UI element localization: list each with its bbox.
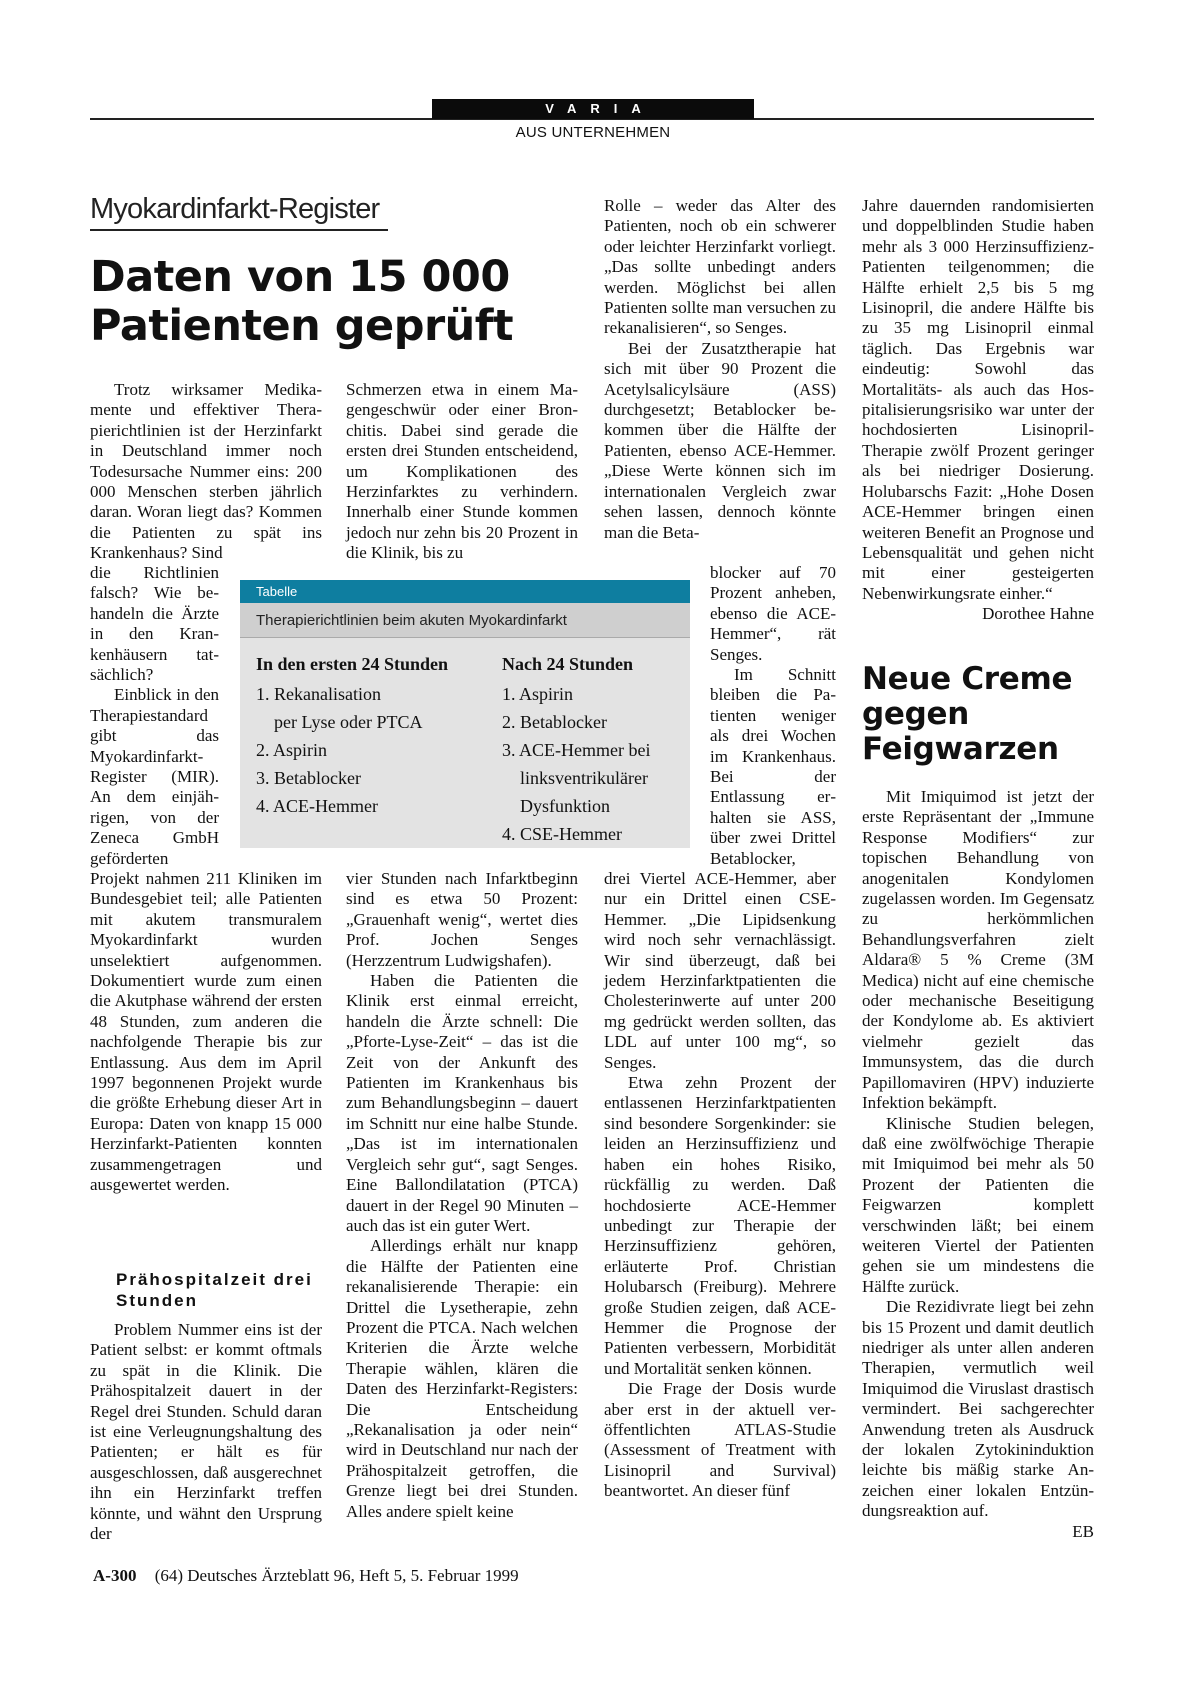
article2-body: [862, 787, 1094, 1542]
col1-after-subhead: [90, 1320, 322, 1544]
col3-bottom: [604, 869, 836, 1502]
page-number: A-300: [93, 1566, 137, 1585]
paragraph: Bei der Zusatztherapie hat sich mit über 90 Prozent die Acetylsalicylsäure (ASS) durchgesetzt; Betablocker bekommen über die Hälfte der Patienten, ebenso ACE-Hemmer. „Diese Werte können sich im internationalen Vergleich zwar sehen lassen, dennoch könnte man die Beta-: [604, 338, 836, 542]
paragraph: Allerdings erhält nur knapp die Hälfte der Patienten eine rekanalisierende Therapie: ein Drittel die Lysetherapie, zehn Prozent die PTCA. Nach welchen Kriterien die Ärzte welche Therapie wählen, klären die Daten des Herzinfarkt-Registers: Die Entscheidung „Rekanalisation ja oder nein“ wird in Deutschland nur nach der Prähospitalzeit getroffen, die Grenze liegt bei drei Stunden. Alles andere spielt keine: [346, 1236, 578, 1521]
table-left-column: [256, 650, 448, 820]
article-kicker: Myokardinfarkt-Register: [90, 193, 380, 225]
paragraph: Haben die Patienten die Klinik erst einmal erreicht, handeln die Ärzte schnell: Die „Pforte-Lyse-Zeit“ – das ist die Zeit von der Ankunft des Patienten im Krankenhaus bis zum Behandlungsbeginn – dauert im Schnitt nur eine halbe Stunde. „Das ist im internationalen Vergleich sehr gut“, sagt Senges. Eine Ballondilatation (PTCA) dauert in der Regel 90 Minuten – auch das ist ein guter Wert.: [346, 971, 578, 1235]
table-item: per Lyse oder PTCA: [274, 712, 423, 732]
paragraph: Jahre dauernden randomisierten und doppelblinden Studie haben mehr als 3 000 Herzinsuffizienz-Patienten teilgenommen; die Hälfte erhielt 2,5 bis 5 mg Lisinopril, die andere Hälfte bis zu 35 mg Lisinopril einmal täglich. Das Ergebnis war eindeutig: Sowohl das Mortalitäts- als auch das Hospitalisierungsrisiko war unter der hochdosierten Lisinopril-Therapie zwölf Prozent geringer als bei niedriger Dosierung. Holubarschs Fazit: „Hohe Dosen ACE-Hemmer bringen einen weiteren Benefit an Prognose und Lebensqualität und gehen nicht mit einer gesteigerten Nebenwirkungsrate einher.“: [862, 196, 1094, 603]
kicker-rule: [90, 229, 388, 231]
col3-top: [604, 196, 836, 543]
page-footer: [93, 1566, 519, 1586]
paragraph: Problem Nummer eins ist der Patient selbst: er kommt oftmals zu spät in die Klinik. Die Prähospitalzeit dauert in der Regel drei Stunden. Schuld daran ist eine Verleugnungshaltung des Patienten; er hält es für ausgeschlossen, daß ausgerechnet ihn ein Herzinfarkt treffen könnte, und wähnt den Ursprung der: [90, 1320, 322, 1544]
subsection-label: AUS UNTERNEHMEN: [515, 124, 671, 141]
paragraph: Im Schnitt bleiben die Patienten weniger als drei Wochen im Krankenhaus. Bei der Entlassung erhalten sie ASS, über zwei Drittel Betablocker,: [710, 665, 836, 868]
col1-narrow: [90, 563, 219, 869]
paragraph: Trotz wirksamer Medikamente und effektiver Therapierichtlinien ist der Herzinfarkt in Deutschland immer noch Todesursache Nummer eins: 200 000 Menschen sterben jährlich daran. Woran liegt das? Kommen die Patienten zu spät ins Krankenhaus? Sind: [90, 380, 322, 563]
table-item: 1. Aspirin: [502, 684, 574, 704]
paragraph: Schmerzen etwa in einem Magengeschwür oder einer Bronchitis. Dabei sind gerade die ersten drei Stunden entscheidend, um Komplikationen des Herzinfarktes zu verhindern. Innerhalb einer Stunde kommen jedoch nur zehn bis 20 Prozent in die Klinik, bis zu: [346, 380, 578, 563]
col1-top: [90, 380, 322, 564]
col3-narrow: [710, 563, 836, 869]
subhead: Prähospitalzeit drei Stunden: [116, 1270, 313, 1310]
paragraph: die Richtlinien falsch? Wie behandeln die Ärzte in den Krankenhäusern tatsächlich?: [90, 563, 219, 685]
author-signature: EB: [1072, 1521, 1094, 1541]
table-item: 3. Betablocker: [256, 768, 361, 788]
table-header-left: In den ersten 24 Stunden: [256, 654, 449, 674]
paragraph: drei Viertel ACE-Hemmer, aber nur ein Drittel einen CSE-Hemmer. „Die Lipidsenkung wird noch sehr vernachlässigt. Wir sind überzeugt, daß bei jedem Herzinfarktpatienten die Cholesterinwerte auf unter 200 mg gedrückt werden sollten, das LDL auf unter 100 mg“, so Senges.: [604, 869, 836, 1072]
author-signature: Dorothee Hahne: [982, 604, 1094, 624]
article-title: Daten von 15 000 Patienten geprüft: [90, 252, 514, 351]
paragraph: Klinische Studien belegen, daß eine zwölfwöchige Therapie mit Imiquimod bei mehr als 50 Prozent der Patienten die Feigwarzen komplett verschwinden läßt; bei einem weiteren Viertel der Patienten gehen sie um mindestens die Hälfte zurück.: [862, 1113, 1094, 1296]
table-item: 2. Betablocker: [502, 712, 607, 732]
paragraph: Einblick in den Therapiestandard gibt das Myokardinfarkt-Register (MIR). An dem einjährigen, von der Zeneca GmbH geförderten: [90, 685, 219, 868]
table-item: 3. ACE-Hemmer bei: [502, 740, 651, 760]
paragraph: Rolle – weder das Alter des Patienten, noch ob ein schwerer oder leichter Herzinfarkt vorliegt. „Das sollte unbedingt anders werden. Möglichst bei allen Patienten sollte man versuchen zu rekanalisieren“, so Senges.: [604, 196, 836, 338]
paragraph: Etwa zehn Prozent der entlassenen Herzinfarktpatienten sind besondere Sorgenkinder: sie leiden an Herzinsuffizienz und haben ein hohes Risiko, rückfällig zu werden. Daß hochdosierte ACE-Hemmer unbedingt zur Therapie der Herzinsuffizienz gehören, erläuterte Prof. Christian Holubarsch (Freiburg). Mehrere große Studien zeigen, daß ACE-Hemmer die Prognose der Patienten verbessern, Morbidität und Mortalität senken können.: [604, 1073, 836, 1378]
col2-top: [346, 380, 578, 564]
paragraph: Mit Imiquimod ist jetzt der erste Repräsentant der „Immune Response Modifiers“ zur topischen Behandlung von anogenitalen Kondylomen zugelassen worden. Im Gegensatz zu herkömmlichen Behandlungsverfahren zielt Aldara® 5 % Creme (3M Medica) nicht auf eine chemische oder mechanische Beseitigung der Kondylome ab. Es aktiviert vielmehr gezielt das Immunsystem, das die durch Papillomaviren (HPV) induzierte Infektion bekämpft.: [862, 787, 1094, 1113]
table-item: 2. Aspirin: [256, 740, 328, 760]
table-title: Therapierichtlinien beim akuten Myokardinfarkt: [240, 603, 690, 638]
table-label: Tabelle: [240, 580, 690, 603]
table-item: 4. CSE-Hemmer: [502, 824, 622, 844]
paragraph: Projekt nahmen 211 Kliniken im Bundesgebiet teil; alle Patienten mit akutem transmuralem Myokardinfarkt wurden unselektiert aufgenommen. Dokumentiert wurde zum einen die Akutphase während der ersten 48 Stunden, zum anderen die nachfolgende Therapie bis zur Entlassung. Aus dem im April 1997 begonnenen Projekt wurde die größte Erhebung dieser Art in Europa: Daten von knapp 15 000 Herzinfarkt-Patienten konnten zusammengetragen und ausgewertet werden.: [90, 869, 322, 1195]
table-item: 1. Rekanalisation: [256, 684, 381, 704]
paragraph: Die Rezidivrate liegt bei zehn bis 15 Prozent und damit deutlich niedriger als unter allen anderen Therapien, vermutlich weil Imiquimod die Viruslast drastisch vermindert. Bei sachgerechter Anwendung treten als Ausdruck der lokalen Zytokininduktion leichte bis mäßig starke Anzeichen einer lokalen Entzündungsreaktion auf.: [862, 1297, 1094, 1521]
col2-bottom: [346, 869, 578, 1522]
article2-title: Neue Creme gegen Feigwarzen: [862, 661, 1073, 767]
therapy-table: [240, 580, 690, 848]
table-item: 4. ACE-Hemmer: [256, 796, 378, 816]
table-item: Dysfunktion: [520, 796, 610, 816]
citation: (64) Deutsches Ärzteblatt 96, Heft 5, 5. Februar 1999: [154, 1566, 519, 1585]
col4-top: [862, 196, 1094, 625]
paragraph: blocker auf 70 Prozent anheben, ebenso die ACE-Hemmer“, rät Senges.: [710, 563, 836, 664]
paragraph: Die Frage der Dosis wurde aber erst in der aktuell veröffentlichten ATLAS-Studie (Assessment of Treatment with Lisinopril and Survival) beantwortet. An dieser fünf: [604, 1379, 836, 1501]
paragraph: vier Stunden nach Infarktbeginn sind es etwa 50 Prozent: „Grauenhaft wenig“, wertet dies Prof. Jochen Senges (Herzzentrum Ludwigshafen).: [346, 869, 578, 970]
table-right-column: [502, 650, 650, 848]
col1-bottom: [90, 869, 322, 1196]
section-bar: VARIA: [432, 99, 754, 119]
table-item: linksventrikulärer: [520, 768, 648, 788]
table-header-right: Nach 24 Stunden: [502, 654, 634, 674]
